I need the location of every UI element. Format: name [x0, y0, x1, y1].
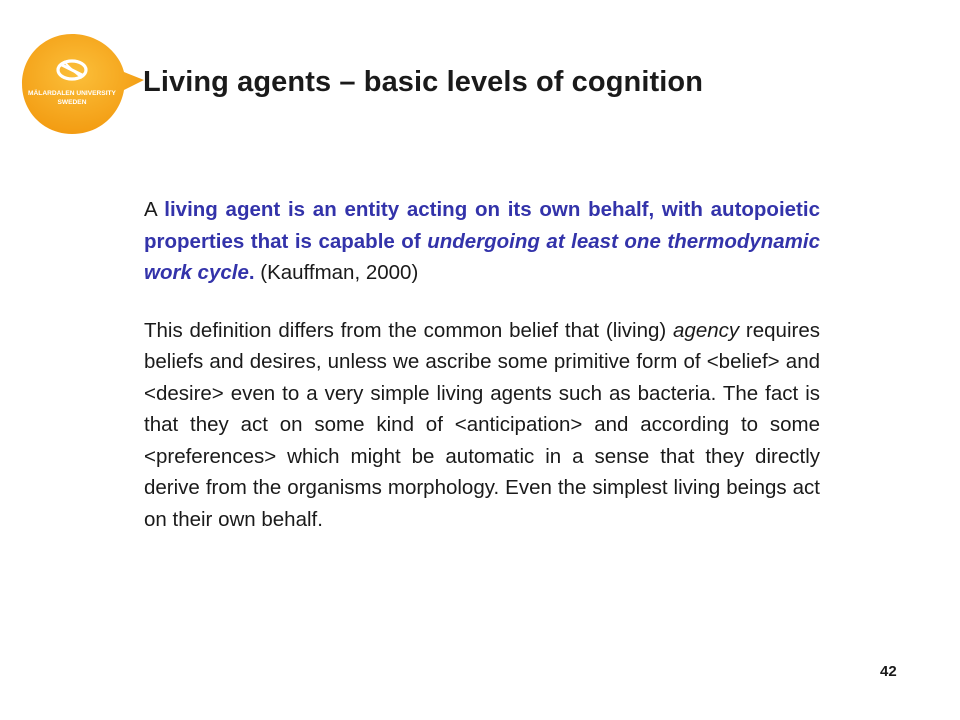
p2-lead: This definition differs from the common belief that (living): [144, 318, 674, 342]
university-logo: [20, 32, 150, 136]
p1-period: .: [248, 261, 255, 284]
paragraph-explanation: [144, 315, 820, 536]
p1-highlight: living agent is an entity acting on its own behalf, with autopoietic properties that is capable of: [144, 198, 820, 253]
p2-rest: requires beliefs and desires, unless we ascribe some primitive form of <belief> and <desire> even to a very simple living agents such as bacteria. The fact is that they act on some kind of <anticipation> and according to some <preferences> which might be automatic in a sense that they directly derive from the organisms morphology. Even the simplest living beings act on their own behalf.: [144, 318, 820, 531]
logo-country: SWEDEN: [57, 99, 87, 106]
p1-citation: (Kauffman, 2000): [254, 261, 419, 284]
p1-lead: A: [144, 198, 165, 221]
slide-body: [144, 194, 820, 561]
p1-highlight-italic: undergoing at least one thermodynamic work cycle: [144, 229, 821, 284]
page-number: 42: [880, 663, 897, 680]
slide-title: Living agents – basic levels of cognition: [143, 66, 704, 98]
logo-university-name: MÄLARDALEN UNIVERSITY: [28, 90, 116, 97]
paragraph-definition: [144, 194, 820, 289]
p2-agency: agency: [673, 318, 740, 342]
